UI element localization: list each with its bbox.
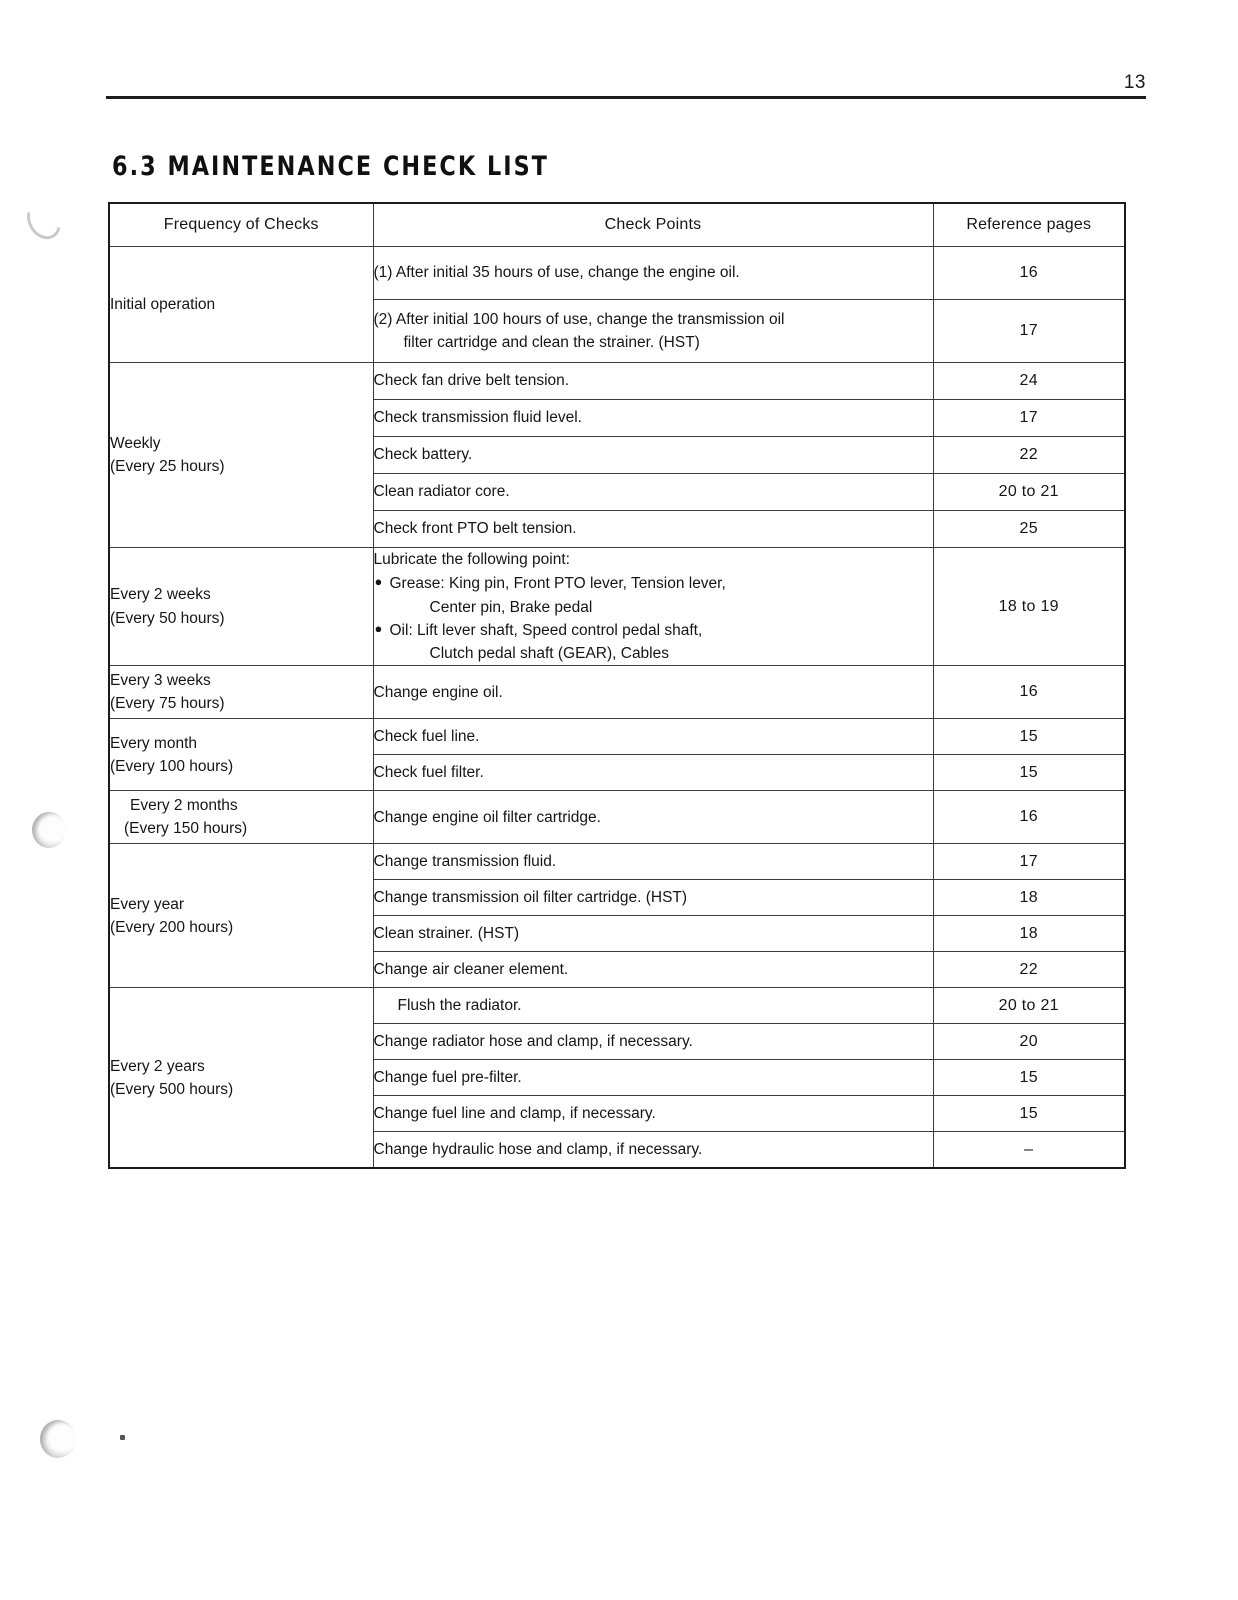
lubricate-title: Lubricate the following point:: [373, 551, 570, 568]
reference-page-cell: 16: [933, 666, 1125, 719]
reference-page-cell: 16: [933, 247, 1125, 300]
check-point-text: Check fan drive belt tension.: [373, 372, 570, 390]
table-row: [109, 247, 1125, 300]
check-point-cell: [373, 511, 933, 548]
frequency-cell-every-2-weeks: [109, 548, 373, 666]
frequency-label-line2: (Every 25 hours): [110, 458, 225, 475]
check-point-text: Change transmission fluid.: [373, 853, 557, 871]
frequency-label-line2: (Every 100 hours): [110, 757, 234, 775]
table-row: [109, 844, 1125, 880]
reference-page-cell: 25: [933, 511, 1125, 548]
page-title: 6.3 MAINTENANCE CHECK LIST: [112, 151, 549, 182]
frequency-cell-every-month: [109, 719, 373, 791]
check-point-text: Change radiator hose and clamp, if necessary.: [373, 1033, 693, 1051]
binding-hole-artifact-bottom: [40, 1420, 76, 1458]
frequency-label-line1: Initial operation: [110, 295, 216, 313]
reference-page-cell: 15: [933, 719, 1125, 755]
reference-page-cell: 15: [933, 1060, 1125, 1096]
reference-page-cell: 16: [933, 791, 1125, 844]
frequency-cell-weekly: [109, 363, 373, 548]
check-point-text: Check fuel line.: [373, 728, 480, 746]
bullet-icon: ●: [374, 620, 383, 636]
check-point-text: Change hydraulic hose and clamp, if necessary.: [373, 1141, 703, 1159]
check-point-cell: [373, 1132, 933, 1169]
table-header-row: [109, 203, 1125, 247]
frequency-label-line2: (Every 200 hours): [110, 918, 234, 936]
table-row: [109, 791, 1125, 844]
table-row: [109, 666, 1125, 719]
check-point-cell: [373, 916, 933, 952]
reference-page-cell: 17: [933, 400, 1125, 437]
reference-page-cell: 22: [933, 437, 1125, 474]
reference-page-cell: 18: [933, 880, 1125, 916]
reference-page-cell: –: [933, 1132, 1125, 1169]
check-point-text: (1) After initial 35 hours of use, change the engine oil.: [373, 264, 740, 282]
check-point-cell: [373, 1024, 933, 1060]
check-point-cell: [373, 755, 933, 791]
reference-page-cell: 17: [933, 300, 1125, 363]
frequency-label-line1: Weekly: [110, 434, 161, 452]
lubricate-item-text-continued: Center pin, Brake pedal: [429, 598, 593, 616]
lubricate-item-text-continued: Clutch pedal shaft (GEAR), Cables: [429, 645, 669, 662]
check-point-text: Flush the radiator.: [397, 997, 522, 1015]
check-point-cell: [373, 300, 933, 363]
lubricate-item-grease: [374, 572, 933, 595]
lubricate-item-oil: [374, 619, 933, 642]
check-point-cell: [373, 400, 933, 437]
check-point-text: Change fuel line and clamp, if necessary.: [373, 1105, 656, 1123]
frequency-label-line1: Every 2 weeks: [110, 586, 211, 604]
check-point-cell: [373, 988, 933, 1024]
check-point-text: Check transmission fluid level.: [373, 409, 582, 427]
binding-hole-artifact-middle: [32, 812, 66, 848]
check-point-cell: [373, 247, 933, 300]
lubricate-item-text: Oil: Lift lever shaft, Speed control pedal shaft,: [389, 621, 703, 639]
check-point-cell: [373, 1060, 933, 1096]
reference-page-cell: 20 to 21: [933, 474, 1125, 511]
frequency-label-line1: Every month: [110, 734, 198, 752]
check-point-text: Change transmission oil filter cartridge. (HST): [373, 889, 688, 907]
reference-page-cell: 18: [933, 916, 1125, 952]
reference-page-cell: 22: [933, 952, 1125, 988]
check-point-text-continued: filter cartridge and clean the strainer. (HST): [403, 334, 700, 351]
check-point-cell-lubricate: [373, 548, 933, 666]
reference-page-cell: 17: [933, 844, 1125, 880]
frequency-label-line1: Every year: [110, 895, 185, 913]
frequency-label-line2: (Every 75 hours): [110, 695, 225, 713]
frequency-label-line1: Every 2 months: [130, 797, 238, 814]
lubricate-item-text: Grease: King pin, Front PTO lever, Tension lever,: [389, 575, 726, 593]
check-point-cell: [373, 363, 933, 400]
scan-speck-artifact: [120, 1435, 125, 1440]
table-row: [109, 719, 1125, 755]
check-point-cell: [373, 791, 933, 844]
column-header-frequency: Frequency of Checks: [109, 203, 373, 247]
check-point-text: (2) After initial 100 hours of use, change the transmission oil: [373, 310, 785, 328]
check-point-text: Clean radiator core.: [373, 483, 510, 501]
check-point-cell: [373, 844, 933, 880]
check-point-text: Check fuel filter.: [373, 764, 484, 782]
reference-page-cell: 15: [933, 1096, 1125, 1132]
reference-page-cell: 24: [933, 363, 1125, 400]
check-point-text: Change air cleaner element.: [373, 961, 569, 979]
column-header-check-points: Check Points: [373, 203, 933, 247]
binding-hole-artifact-top: [20, 195, 67, 245]
frequency-label-line1: Every 3 weeks: [110, 672, 211, 689]
frequency-cell-every-2-months: [109, 791, 373, 844]
page-number: 13: [1123, 72, 1146, 93]
check-point-text: Check front PTO belt tension.: [373, 520, 577, 538]
check-point-text: Change fuel pre-filter.: [373, 1069, 522, 1087]
reference-page-cell: 20 to 21: [933, 988, 1125, 1024]
table-row: [109, 988, 1125, 1024]
check-point-cell: [373, 719, 933, 755]
header-rule: [106, 96, 1146, 99]
frequency-cell-every-year: [109, 844, 373, 988]
bullet-icon: ●: [374, 574, 383, 590]
reference-page-cell: 15: [933, 755, 1125, 791]
maintenance-check-list-table-wrapper: [108, 202, 1124, 1169]
table-row: [109, 363, 1125, 400]
check-point-text: Clean strainer. (HST): [373, 925, 520, 943]
frequency-label-line2: (Every 500 hours): [110, 1080, 234, 1098]
frequency-cell-initial-operation: [109, 247, 373, 363]
frequency-label-line2: (Every 150 hours): [124, 820, 248, 838]
maintenance-check-list-table: [108, 202, 1126, 1169]
check-point-cell: [373, 880, 933, 916]
check-point-cell: [373, 474, 933, 511]
reference-page-cell: 18 to 19: [933, 548, 1125, 666]
check-point-cell: [373, 1096, 933, 1132]
frequency-cell-every-3-weeks: [109, 666, 373, 719]
check-point-cell: [373, 666, 933, 719]
column-header-reference-pages: Reference pages: [933, 203, 1125, 247]
frequency-cell-every-2-years: [109, 988, 373, 1169]
check-point-cell: [373, 952, 933, 988]
check-point-text: Check battery.: [373, 446, 473, 464]
check-point-text: Change engine oil.: [373, 683, 503, 701]
reference-page-cell: 20: [933, 1024, 1125, 1060]
check-point-text: Change engine oil filter cartridge.: [373, 808, 601, 826]
check-point-cell: [373, 437, 933, 474]
frequency-label-line2: (Every 50 hours): [110, 609, 225, 627]
frequency-label-line1: Every 2 years: [110, 1057, 205, 1075]
table-row: [109, 548, 1125, 666]
